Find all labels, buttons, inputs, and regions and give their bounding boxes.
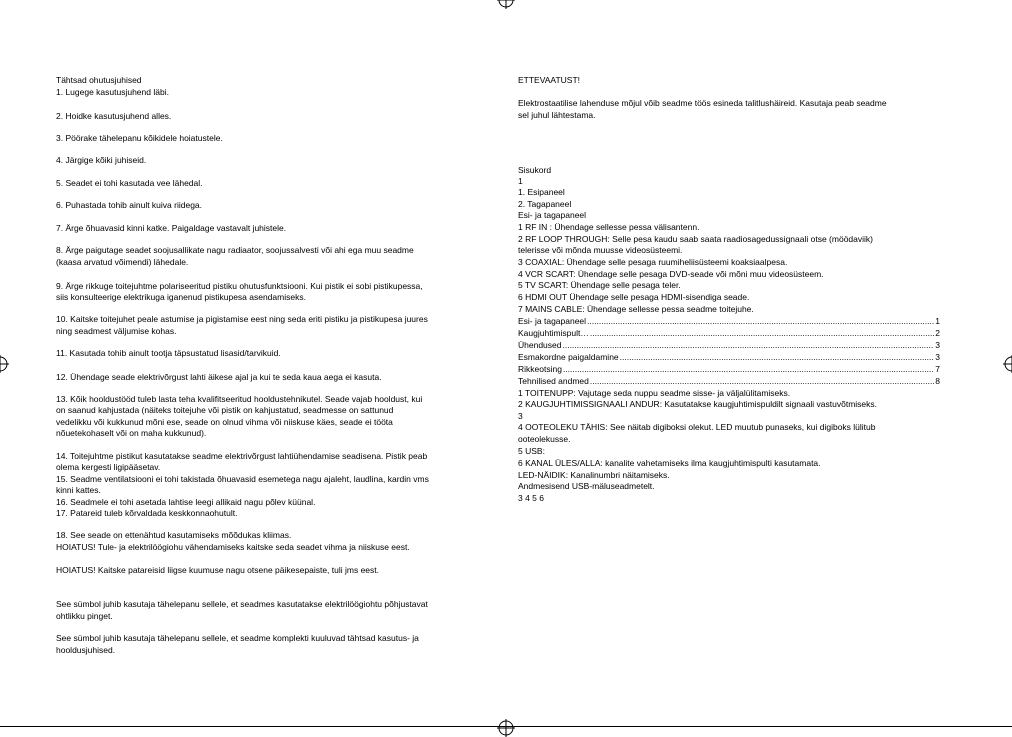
toc-leader bbox=[562, 340, 934, 351]
safety-item: 14. Toitejuhtme pistikut kasutatakse seadme elektrivõrgust lahtiühendamise seadisena. Pistik peab bbox=[56, 451, 428, 461]
safety-item: 11. Kasutada tohib ainult tootja täpsustatud lisasid/tarvikuid. bbox=[56, 348, 281, 358]
symbol-note: See sümbol juhib kasutaja tähelepanu sellele, et seadmes kasutatakse elektrilöögiohtu põhjustavat bbox=[56, 599, 428, 609]
caution-title: ETTEVAATUST! bbox=[518, 75, 581, 85]
safety-item: 18. See seade on ettenähtud kasutamiseks mõõdukas kliimas. bbox=[56, 530, 292, 540]
toc-entry[interactable] bbox=[518, 352, 940, 363]
safety-item: olema kergesti ligipääsetav. bbox=[56, 462, 161, 472]
safety-item: ning seadmest väljumise kohas. bbox=[56, 326, 177, 336]
registration-mark-left-icon bbox=[0, 355, 9, 373]
safety-item: 4. Järgige kõiki juhiseid. bbox=[56, 155, 147, 165]
toc-entry-page: 8 bbox=[935, 376, 940, 386]
toc-leader bbox=[620, 352, 935, 363]
contents-line: 3 4 5 6 bbox=[518, 493, 544, 503]
contents-line: 1 bbox=[518, 176, 523, 186]
safety-item: 6. Puhastada tohib ainult kuiva riidega. bbox=[56, 200, 203, 210]
safety-item: 12. Ühendage seade elektrivõrgust lahti äikese ajal ja kui te seda kaua aega ei kasuta. bbox=[56, 372, 382, 382]
toc-entry-label: Kaugjuhtimispult… bbox=[518, 328, 589, 338]
toc-leader bbox=[563, 364, 934, 375]
toc-entry[interactable] bbox=[518, 364, 940, 375]
safety-item: 5. Seadet ei tohi kasutada vee lähedal. bbox=[56, 178, 203, 188]
toc-leader bbox=[590, 376, 934, 387]
symbol-note: See sümbol juhib kasutaja tähelepanu sellele, et seadme komplekti kuuluvad tähtsad kasutus- ja bbox=[56, 633, 419, 643]
contents-line: telerisse või mõnda muusse videosüsteemi. bbox=[518, 245, 683, 255]
toc-leader bbox=[590, 328, 934, 339]
safety-item: vedelikku või kukkunud mõni ese, seade on olnud vihma või niiskuse käes, seade ei tööta bbox=[56, 417, 393, 427]
toc-entry-page: 3 bbox=[935, 352, 940, 362]
safety-item: kinni kattes. bbox=[56, 485, 101, 495]
toc-entry-page: 1 bbox=[935, 316, 940, 326]
toc-entry-page: 3 bbox=[935, 340, 940, 350]
toc-entry-label: Ühendused bbox=[518, 340, 562, 350]
bottom-trim-line bbox=[0, 726, 1012, 727]
toc-entry-label: Esi- ja tagapaneel bbox=[518, 316, 587, 326]
symbol-note: ohtlikku pinget. bbox=[56, 611, 113, 621]
toc-entry-label: Rikkeotsing bbox=[518, 364, 562, 374]
toc-entry[interactable] bbox=[518, 328, 940, 339]
safety-item: 17. Patareid tuleb kõrvaldada keskkonnaohutult. bbox=[56, 508, 238, 518]
safety-item: 13. Kõik hooldustööd tuleb lasta teha kvalifitseeritud hooldustehnikutel. Seade vajab hooldust, kui bbox=[56, 394, 423, 404]
contents-line: 1. Esipaneel bbox=[518, 187, 565, 197]
toc-entry[interactable] bbox=[518, 316, 940, 327]
contents-line: Esi- ja tagapaneel bbox=[518, 210, 587, 220]
toc-entry-page: 7 bbox=[935, 364, 940, 374]
safety-item: 10. Kaitske toitejuhet peale astumise ja pigistamise eest ning seda eriti pistiku ja pistikupesa juures bbox=[56, 314, 428, 324]
safety-item: siis konsulteerige elektrikuga iganenud pistikupesa asendamiseks. bbox=[56, 292, 306, 302]
safety-item: (kaasa arvatud võimendi) lähedale. bbox=[56, 257, 189, 267]
toc-entry-label: Esmakordne paigaldamine bbox=[518, 352, 619, 362]
toc-entry-page: 2 bbox=[935, 328, 940, 338]
contents-line: 1 TOITENUPP: Vajutage seda nuppu seadme sisse- ja väljalülitamiseks. bbox=[518, 388, 791, 398]
safety-item: 15. Seadme ventilatsiooni ei tohi takistada õhuavasid esemetega nagu ajaleht, laudlina, kardin vms bbox=[56, 474, 429, 484]
safety-item: 1. Lugege kasutusjuhend läbi. bbox=[56, 87, 169, 97]
warning-text: HOIATUS! Kaitske patareisid liigse kuumuse nagu otsene päikesepaiste, tuli jms eest. bbox=[56, 565, 379, 575]
safety-item: 7. Ärge õhuavasid kinni katke. Paigaldage vastavalt juhistele. bbox=[56, 223, 287, 233]
safety-title: Tähtsad ohutusjuhised bbox=[56, 75, 142, 85]
safety-item: 8. Ärge paigutage seadet soojusallikate nagu radiaator, soojussalvesti või ahi ega muu seadme bbox=[56, 245, 414, 255]
registration-mark-bottom-icon bbox=[497, 719, 515, 737]
safety-item: 16. Seadmele ei tohi asetada lahtise leegi allikaid nagu põlev küünal. bbox=[56, 497, 316, 507]
contents-line: 1 RF IN : Ühendage sellesse pessa välisantenn. bbox=[518, 222, 700, 232]
contents-line: 5 TV SCART: Ühendage selle pesaga teler. bbox=[518, 280, 681, 290]
caution-text: Elektrostaatilise lahenduse mõjul võib seadme töös esineda talitlushäireid. Kasutaja peab seadme bbox=[518, 98, 887, 108]
contents-line: 6 HDMI OUT Ühendage selle pesaga HDMI-sisendiga seade. bbox=[518, 292, 750, 302]
contents-line: Andmesisend USB-mäluseadmetelt. bbox=[518, 481, 655, 491]
registration-mark-top-icon bbox=[497, 0, 515, 9]
toc-heading: Sisukord bbox=[518, 165, 552, 175]
toc-leader bbox=[587, 316, 934, 327]
contents-line: 2 KAUGJUHTIMISSIGNAALI ANDUR: Kasutatakse kaugjuhtimispuldilt signaali vastuvõtmiseks. bbox=[518, 399, 878, 409]
contents-line: 2 RF LOOP THROUGH: Selle pesa kaudu saab saata raadiosagedussignaali otse (möödaviik) bbox=[518, 234, 873, 244]
caution-text: sel juhul lähtestama. bbox=[518, 110, 596, 120]
contents-line: LED-NÄIDIK: Kanalinumbri näitamiseks. bbox=[518, 470, 670, 480]
safety-item: 3. Pöörake tähelepanu kõikidele hoiatustele. bbox=[56, 133, 223, 143]
contents-line: 5 USB: bbox=[518, 446, 545, 456]
toc-entry-label: Tehnilised andmed bbox=[518, 376, 589, 386]
safety-item: 9. Ärge rikkuge toitejuhtme polariseeritud pistiku ohutusfunktsiooni. Kui pistik ei sobi pistikupessa, bbox=[56, 281, 423, 291]
safety-item: on saanud kahjustada (näiteks toitejuhe või pistik on kahjustatud, seadmesse on sattunud bbox=[56, 405, 394, 415]
contents-line: ooteolekusse. bbox=[518, 434, 571, 444]
toc-entry[interactable] bbox=[518, 340, 940, 351]
contents-line: 4 OOTEOLEKU TÄHIS: See näitab digiboksi olekut. LED muutub punaseks, kui digiboks lülitub bbox=[518, 422, 876, 432]
contents-line: 4 VCR SCART: Ühendage selle pesaga DVD-seade või mõni muu videosüsteem. bbox=[518, 269, 824, 279]
toc-entry[interactable] bbox=[518, 376, 940, 387]
safety-item: nõuetekohaselt või on maha kukkunud). bbox=[56, 428, 207, 438]
registration-mark-right-icon bbox=[1003, 355, 1012, 373]
contents-line: 2. Tagapaneel bbox=[518, 199, 572, 209]
contents-line: 3 bbox=[518, 411, 523, 421]
warning-text: HOIATUS! Tule- ja elektrilöögiohu vähendamiseks kaitske seda seadet vihma ja niiskuse eest. bbox=[56, 542, 410, 552]
contents-line: 7 MAINS CABLE: Ühendage sellesse pessa seadme toitejuhe. bbox=[518, 304, 754, 314]
contents-line: 6 KANAL ÜLES/ALLA: kanalite vahetamiseks ilma kaugjuhtimispulti kasutamata. bbox=[518, 458, 821, 468]
contents-line: 3 COAXIAL: Ühendage selle pesaga ruumiheliisüsteemi koaksiaalpesa. bbox=[518, 257, 788, 267]
safety-item: 2. Hoidke kasutusjuhend alles. bbox=[56, 111, 172, 121]
symbol-note: hooldusjuhised. bbox=[56, 645, 116, 655]
